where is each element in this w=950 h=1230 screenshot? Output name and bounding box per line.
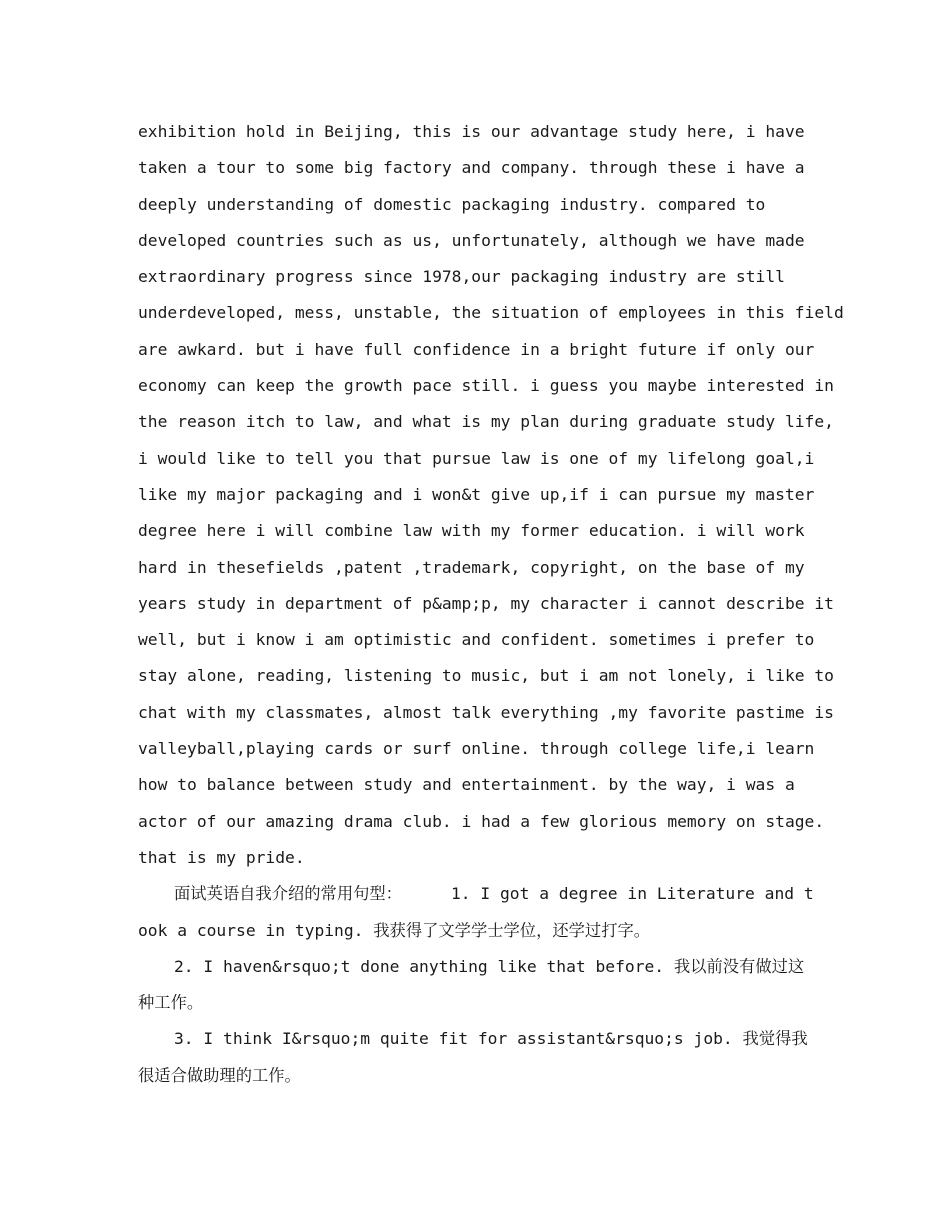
sentences-heading: 面试英语自我介绍的常用句型： xyxy=(174,884,402,904)
body-line: like my major packaging and i won&t give up,if i can pursue my master xyxy=(138,484,815,504)
body-line: chat with my classmates, almost talk everything ,my favorite pastime is xyxy=(138,702,834,722)
body-line: deeply understanding of domestic packaging industry. compared to xyxy=(138,194,766,214)
body-line: that is my pride. xyxy=(138,847,305,867)
sentence-2: 2. I haven&rsquo;t done anything like that before. 我以前没有做过这种工作。 xyxy=(138,956,805,1013)
body-line: degree here i will combine law with my former education. i will work xyxy=(138,521,805,541)
body-line: stay alone, reading, listening to music, but i am not lonely, i like to xyxy=(138,666,834,686)
body-line: hard in thesefields ,patent ,trademark, copyright, on the base of my xyxy=(138,557,805,577)
body-line: extraordinary progress since 1978,our packaging industry are still xyxy=(138,267,785,287)
body-line: are awkard. but i have full confidence in a bright future if only our xyxy=(138,339,815,359)
body-line: valleyball,playing cards or surf online. through college life,i learn xyxy=(138,739,815,759)
body-line: economy can keep the growth pace still. i guess you maybe interested in xyxy=(138,376,834,396)
body-line: actor of our amazing drama club. i had a few glorious memory on stage. xyxy=(138,811,825,831)
body-line: developed countries such as us, unfortunately, although we have made xyxy=(138,230,805,250)
body-line: taken a tour to some big factory and company. through these i have a xyxy=(138,158,805,178)
body-line: i would like to tell you that pursue law is one of my lifelong goal,i xyxy=(138,448,815,468)
sentence-3: 3. I think I&rsquo;m quite fit for assistant&rsquo;s job. 我觉得我很适合做助理的工作。 xyxy=(138,1029,808,1085)
body-line: exhibition hold in Beijing, this is our advantage study here, i have xyxy=(138,122,805,141)
body-line: underdeveloped, mess, unstable, the situation of employees in this field xyxy=(138,303,844,323)
sentence-1: 1. I got a degree in Literature and took a course in typing. 我获得了文学学士学位，还学过打字。 xyxy=(138,884,814,940)
body-line: how to balance between study and entertainment. by the way, i was a xyxy=(138,775,795,795)
sentences-paragraph xyxy=(138,876,818,949)
body-line: the reason itch to law, and what is my plan during graduate study life, xyxy=(138,412,834,432)
document-body xyxy=(138,114,844,1094)
body-line: well, but i know i am optimistic and confident. sometimes i prefer to xyxy=(138,630,815,650)
body-line: years study in department of p&amp;p, my character i cannot describe it xyxy=(138,593,834,613)
